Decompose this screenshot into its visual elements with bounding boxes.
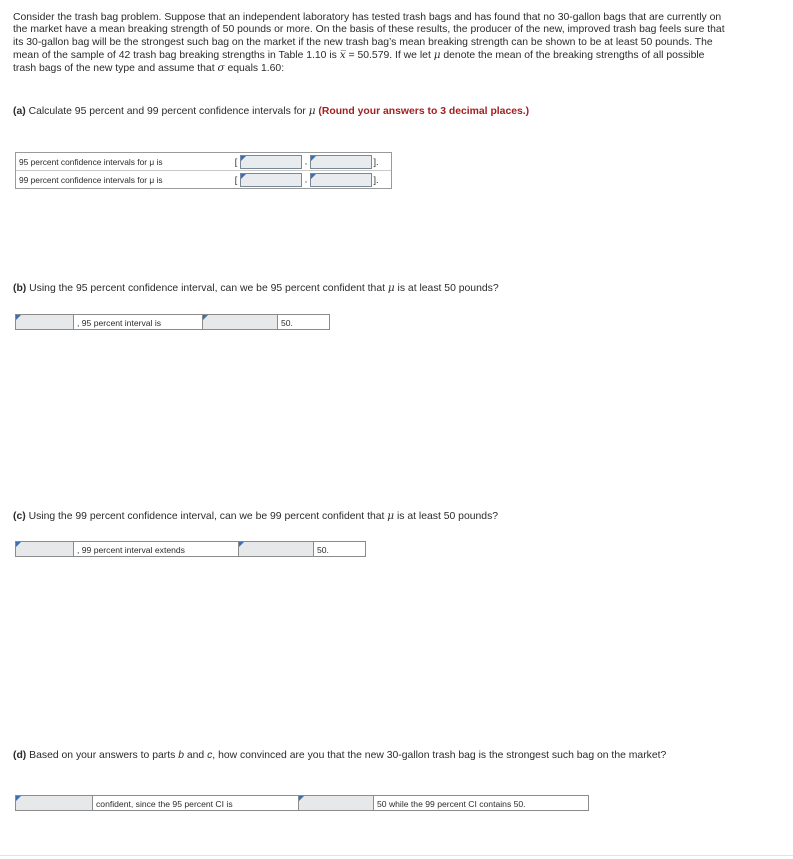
ci95-upper-input[interactable] xyxy=(310,155,372,169)
part-d-and: and xyxy=(183,750,208,761)
ci-row-label: 99 percent confidence intervals for μ is xyxy=(19,174,163,185)
part-b-fill-text-1: , 95 percent interval is xyxy=(74,314,202,330)
part-ref-c: c xyxy=(207,750,213,761)
flag-icon xyxy=(16,315,21,320)
intro-text-4: equals 1.60: xyxy=(224,63,285,75)
flag-icon xyxy=(16,796,21,801)
mu-symbol: μ xyxy=(387,282,395,294)
problem-statement xyxy=(13,12,725,75)
close-bracket: ]. xyxy=(373,174,379,185)
part-d-text-2: , how convinced are you that the new 30-gallon trash bag is the strongest such bag on the market? xyxy=(212,750,667,761)
part-c-interval-select[interactable] xyxy=(238,541,314,557)
flag-icon xyxy=(311,174,316,179)
part-b-interval-select[interactable] xyxy=(202,314,278,330)
confidence-interval-table xyxy=(15,152,392,189)
ci-row-label: 95 percent confidence intervals for μ is xyxy=(19,156,163,167)
sigma-symbol: σ xyxy=(217,62,225,75)
ci-row-95 xyxy=(16,153,391,171)
comma-separator: , xyxy=(304,157,308,166)
part-a-text: Calculate 95 percent and 99 percent confidence intervals for xyxy=(25,106,309,117)
part-b-fill-text-2: 50. xyxy=(278,314,330,330)
part-a-label: (a) xyxy=(13,106,26,117)
part-d-fill-text-1: confident, since the 95 percent CI is xyxy=(93,795,298,811)
open-bracket: [ xyxy=(234,174,238,185)
part-c-fill-text-1: , 99 percent interval extends xyxy=(74,541,238,557)
part-c-fill-text-2: 50. xyxy=(314,541,366,557)
ci99-upper-input[interactable] xyxy=(310,173,372,187)
flag-icon xyxy=(239,542,244,547)
comma-separator: , xyxy=(304,175,308,184)
part-c-text-2: is at least 50 pounds? xyxy=(394,511,499,522)
part-b-text-1: Using the 95 percent confidence interval, can we be 95 percent confident that xyxy=(26,283,388,294)
flag-icon xyxy=(241,174,246,179)
intro-text-3: denote the mean of the breaking strengths of all possible trash bags of the new type and assume that xyxy=(13,49,705,75)
open-bracket: [ xyxy=(234,156,238,167)
intro-text-2: = 50.579. If we let xyxy=(345,49,434,61)
xbar-symbol: x̅ xyxy=(339,48,346,61)
rounding-instruction: (Round your answers to 3 decimal places.) xyxy=(315,106,530,117)
ci99-lower-input[interactable] xyxy=(240,173,302,187)
part-c-text-1: Using the 99 percent confidence interval, can we be 99 percent confident that xyxy=(25,511,388,522)
mu-symbol: μ xyxy=(433,48,441,61)
flag-icon xyxy=(299,796,304,801)
flag-icon xyxy=(203,315,208,320)
flag-icon xyxy=(311,156,316,161)
part-ref-b: b xyxy=(178,750,184,761)
part-c-label: (c) xyxy=(13,511,26,522)
part-d-text-1: Based on your answers to parts xyxy=(26,750,179,761)
part-d-fill-text-2: 50 while the 99 percent CI contains 50. xyxy=(374,795,589,811)
flag-icon xyxy=(241,156,246,161)
part-d-question xyxy=(13,749,723,763)
part-d-interval-select[interactable] xyxy=(298,795,374,811)
intro-text-1: Consider the trash bag problem. Suppose that an independent laboratory has tested trash bags and has found that no 30-gallon bags that are currently on the market have a mean breaking strength of 50 pounds or more. On the basis of these results, the producer of the new, improved trash bag feels sure that its 30-gallon bag will be the strongest such bag on the market if the new trash bag’s mean breaking strength can be shown to be at least 50 pounds. The mean of the sample of 42 trash bag breaking strengths in Table 1.10 is xyxy=(13,12,725,61)
ci95-lower-input[interactable] xyxy=(240,155,302,169)
part-c-question xyxy=(13,509,733,524)
part-b-answer-select[interactable] xyxy=(15,314,74,330)
ci-row-99 xyxy=(16,171,391,188)
part-a-question xyxy=(13,104,733,119)
part-b-question xyxy=(13,281,733,296)
mu-symbol: μ xyxy=(308,105,316,117)
page-divider xyxy=(0,855,793,856)
close-bracket: ]. xyxy=(373,156,379,167)
part-b-text-2: is at least 50 pounds? xyxy=(394,283,499,294)
part-d-label: (d) xyxy=(13,750,27,761)
mu-symbol: μ xyxy=(387,510,395,522)
flag-icon xyxy=(16,542,21,547)
part-b-label: (b) xyxy=(13,283,27,294)
part-c-answer-select[interactable] xyxy=(15,541,74,557)
part-d-answer-select[interactable] xyxy=(15,795,93,811)
